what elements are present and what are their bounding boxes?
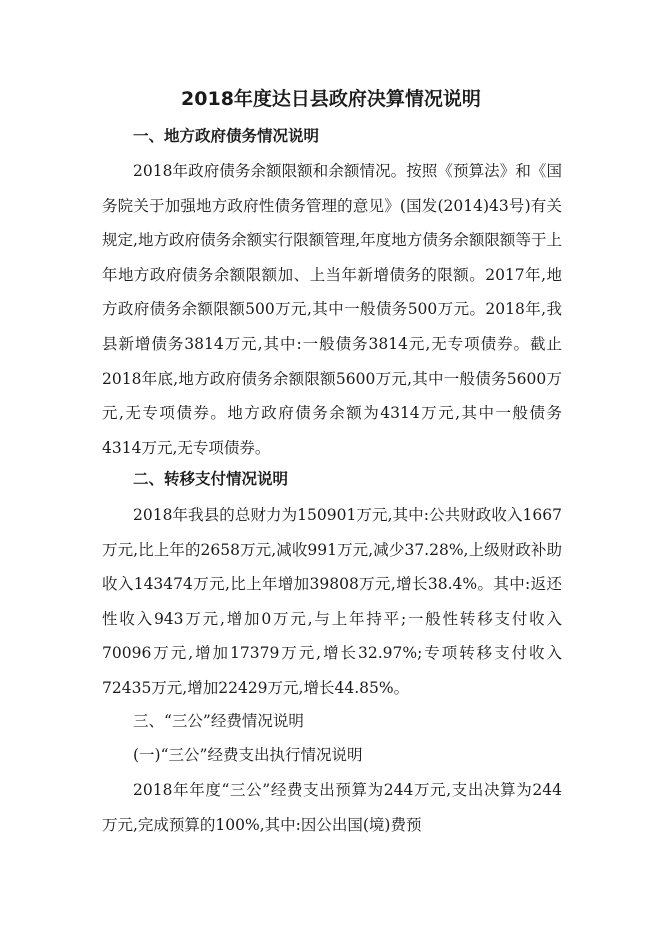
section-paragraph-transfer: 2018年我县的总财力为150901万元,其中:公共财政收入1667万元,比上年的2658万元,减收991万元,减少37.28%,上级财政补助收入143474万元,比上年增加39808万元,增长38.4%。其中:返还性收入943万元,增加0万元,与上年持平;一般性转移支付收入70096万元,增加17379万元,增长32.97%;专项转移支付收入72435万元,增加22429万元,增长44.85%。 — [102, 506, 562, 697]
section-subheading-three-public: (一)“三公”经费支出执行情况说明 — [133, 746, 363, 764]
section-three-public — [102, 709, 562, 842]
section-debt — [102, 124, 562, 465]
section-paragraph-debt: 2018年政府债务余额限额和余额情况。按照《预算法》和《国务院关于加强地方政府性债务管理的意见》(国发(2014)43号)有关规定,地方政府债务余额实行限额管理,年度地方债务余额限额等于上年地方政府债务余额限额加、上当年新增债务的限额。2017年,地方政府债务余额限额500万元,其中一般债务500万元。2018年,我县新增债务3814万元,其中:一般债务3814元,无专项债券。截止2018年底,地方政府债务余额限额5600万元,其中一般债务5600万元,无专项债券。地方政府债务余额为4314万元,其中一般债务4314万元,无专项债券。 — [102, 162, 562, 457]
section-heading-debt: 一、地方政府债务情况说明 — [133, 127, 320, 145]
section-transfer — [102, 467, 562, 706]
section-heading-three-public: 三、“三公”经费情况说明 — [133, 712, 304, 730]
document-title: 2018年度达日县政府决算情况说明 — [181, 88, 481, 110]
section-heading-transfer: 二、转移支付情况说明 — [133, 470, 289, 488]
section-paragraph-three-public: 2018年年度“三公”经费支出预算为244万元,支出决算为244万元,完成预算的100%,其中:因公出国(境)费预 — [102, 781, 562, 834]
